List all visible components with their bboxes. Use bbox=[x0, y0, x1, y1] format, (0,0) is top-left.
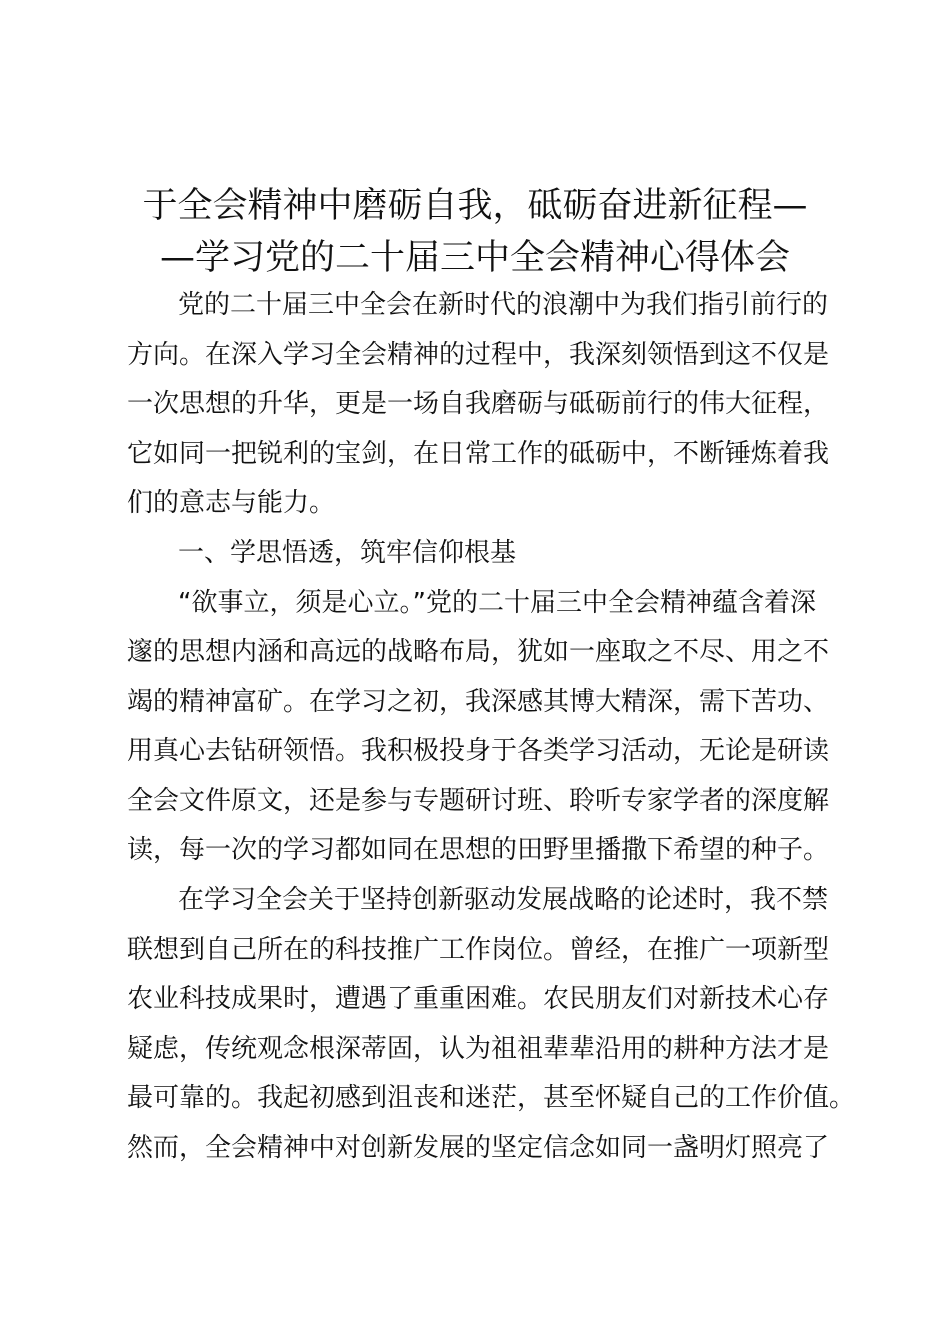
paragraph-3-line-3: 农业科技成果时，遭遇了重重困难。农民朋友们对新技术心存 bbox=[127, 984, 830, 1014]
paragraph-2-line-1: “欲事立，须是心立。”党的二十届三中全会精神蕴含着深 bbox=[178, 588, 816, 618]
paragraph-3-line-4: 疑虑，传统观念根深蒂固，认为祖祖辈辈沿用的耕种方法才是 bbox=[127, 1034, 830, 1064]
document-title-line-2: —学习党的二十届三中全会精神心得体会 bbox=[159, 238, 790, 278]
paragraph-2-line-3: 竭的精神富矿。在学习之初，我深感其博大精深，需下苦功、 bbox=[127, 687, 830, 717]
paragraph-1-line-4: 它如同一把锐利的宝剑，在日常工作的砥砺中，不断锤炼着我 bbox=[127, 439, 830, 469]
paragraph-2-line-6: 读，每一次的学习都如同在思想的田野里播撒下希望的种子。 bbox=[127, 835, 830, 865]
paragraph-1-line-5: 们的意志与能力。 bbox=[127, 488, 336, 518]
paragraph-3-line-2: 联想到自己所在的科技推广工作岗位。曾经，在推广一项新型 bbox=[127, 935, 830, 965]
paragraph-1-line-2: 方向。在深入学习全会精神的过程中，我深刻领悟到这不仅是 bbox=[127, 340, 830, 370]
paragraph-2-line-2: 邃的思想内涵和高远的战略布局，犹如一座取之不尽、用之不 bbox=[127, 637, 830, 667]
document-title-line-1: 于全会精神中磨砺自我，砥砺奋进新征程— bbox=[142, 186, 808, 226]
paragraph-3-line-1: 在学习全会关于坚持创新驱动发展战略的论述时，我不禁 bbox=[178, 885, 829, 915]
section-heading-1: 一、学思悟透，筑牢信仰根基 bbox=[178, 538, 517, 568]
paragraph-1-line-1: 党的二十届三中全会在新时代的浪潮中为我们指引前行的 bbox=[178, 290, 829, 320]
paragraph-3-line-6: 然而，全会精神中对创新发展的坚定信念如同一盏明灯照亮了 bbox=[127, 1133, 830, 1163]
paragraph-2-line-4: 用真心去钻研领悟。我积极投身于各类学习活动，无论是研读 bbox=[127, 736, 830, 766]
paragraph-2-line-5: 全会文件原文，还是参与专题研讨班、聆听专家学者的深度解 bbox=[127, 786, 830, 816]
paragraph-1-line-3: 一次思想的升华，更是一场自我磨砺与砥砺前行的伟大征程， bbox=[127, 389, 830, 419]
paragraph-3-line-5: 最可靠的。我起初感到沮丧和迷茫，甚至怀疑自己的工作价值。 bbox=[127, 1083, 856, 1113]
